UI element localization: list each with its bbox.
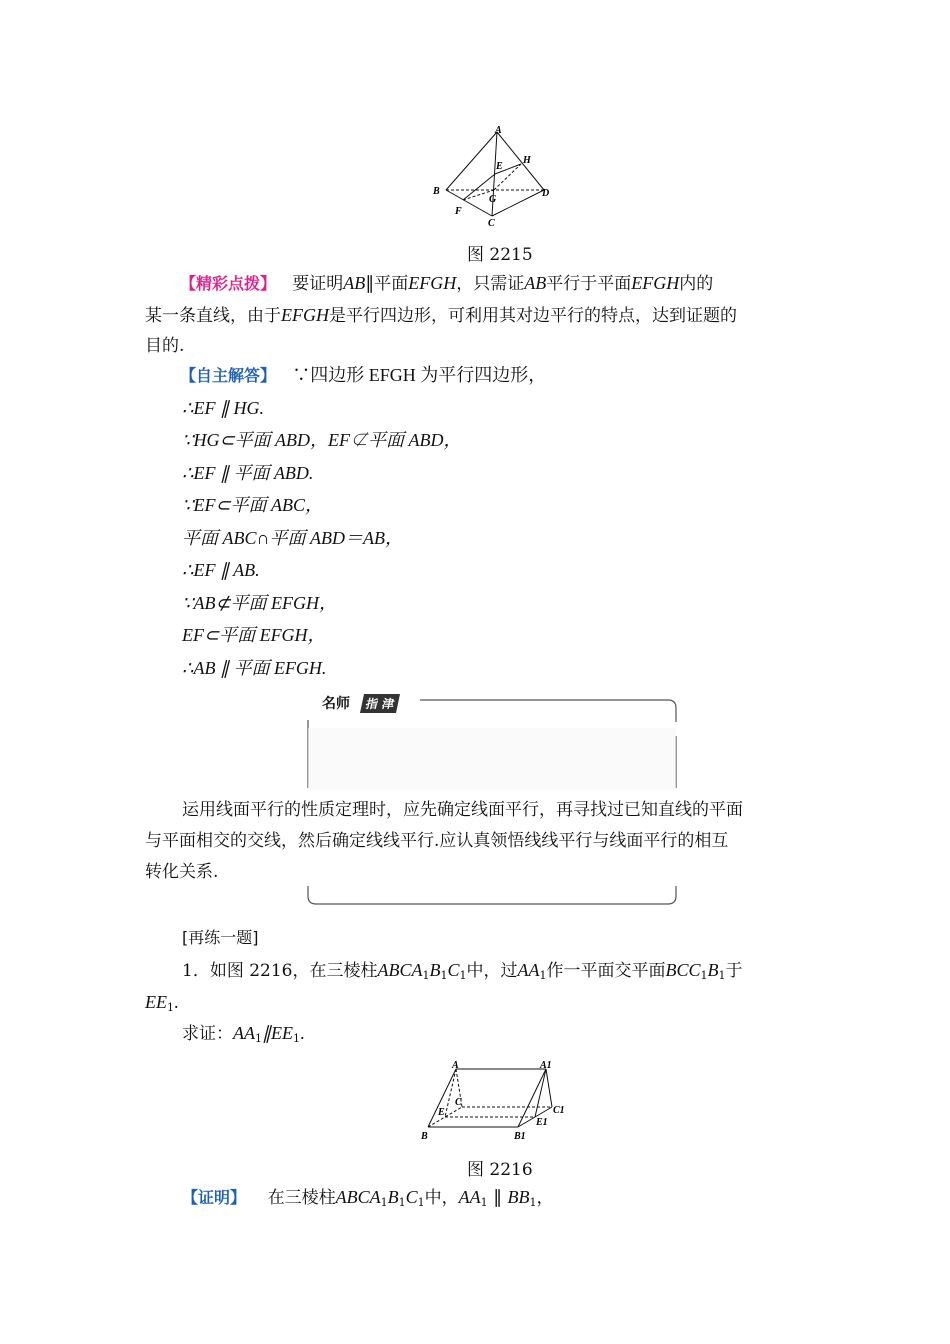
fig2-label-A: A [452, 1060, 459, 1071]
figure-2215 [428, 122, 558, 230]
fig2-label-B1: B1 [514, 1131, 526, 1142]
fig2-label-C: C [455, 1097, 462, 1108]
fig2-label-E: E [438, 1107, 445, 1118]
analysis-line-2: 某一条直线，由于EFGH是平行四边形，可利用其对边平行的特点，达到证题的 [145, 305, 737, 326]
solution-step-3: ∵HG⊂平面 ABD，EF⊄平面 ABD， [182, 430, 462, 450]
fig1-label-D: D [542, 188, 550, 199]
fig2-label-A1: A1 [540, 1060, 552, 1071]
fig1-label-A: A [495, 125, 502, 136]
practice-question-line-2: $EE_1$. [145, 992, 179, 1014]
practice-question-line-1: 1．如图 2216，在三棱柱$ABCA_1B_1C_1$中，过$AA_1$作一平面交平面$BCC_1B_1$于 [182, 960, 743, 982]
fig2-label-E1: E1 [536, 1117, 548, 1128]
tip-chip: 指 津 [360, 694, 400, 713]
analysis-tag: 【精彩点拨】 [180, 274, 277, 293]
tip-line-1: 运用线面平行的性质定理时，应先确定线面平行，再寻找过已知直线的平面 [182, 800, 743, 820]
fig2-label-B: B [421, 1131, 428, 1142]
practice-heading: [再练一题] [182, 928, 259, 947]
solution-step-6: 平面 ABC∩平面 ABD＝AB， [182, 528, 403, 548]
practice-prove-line: 求证：$AA_1\parallel EE_1$. [182, 1023, 305, 1045]
solution-step-5: ∵EF⊂平面 ABC， [182, 495, 324, 515]
proof-tag: 【证明】 [182, 1188, 247, 1207]
fig2-label-C1: C1 [553, 1105, 565, 1116]
tip-line-3: 转化关系. [145, 862, 219, 882]
figure-2216-caption: 图 2216 [467, 1160, 533, 1180]
solution-step-2: ∴EF ∥ HG. [182, 398, 264, 418]
fig1-label-G: G [489, 194, 497, 205]
analysis-line-3: 目的. [145, 336, 185, 356]
solution-step-10: ∴AB ∥ 平面 EFGH. [182, 658, 327, 678]
solution-line-1: 【自主解答】 ∵四边形 EFGH 为平行四边形， [180, 365, 547, 385]
figure-2215-caption: 图 2215 [467, 245, 533, 265]
analysis-line-1: 【精彩点拨】 要证明AB∥平面EFGH，只需证AB平行于平面EFGH内的 [180, 273, 714, 294]
solution-tag: 【自主解答】 [180, 366, 277, 385]
fig1-label-C: C [488, 218, 495, 229]
fig1-label-F: F [455, 206, 462, 217]
solution-step-7: ∴EF ∥ AB. [182, 560, 260, 580]
proof-line-1: 【证明】 在三棱柱$ABCA_1B_1C_1$中，$AA_1$ ∥ $BB_1$， [182, 1187, 554, 1209]
fig1-label-B: B [433, 186, 440, 197]
solution-step-4: ∴EF ∥ 平面 ABD. [182, 463, 314, 483]
solution-step-8: ∵AB⊄平面 EFGH， [182, 593, 338, 613]
figure-2216 [418, 1055, 568, 1145]
tip-line-2: 与平面相交的交线，然后确定线线平行.应认真领悟线线平行与线面平行的相互 [145, 831, 729, 851]
tip-label: 名师 [322, 696, 350, 712]
fig1-label-E: E [496, 161, 503, 172]
solution-step-9: EF⊂平面 EFGH， [182, 625, 326, 645]
fig1-label-H: H [523, 155, 531, 166]
